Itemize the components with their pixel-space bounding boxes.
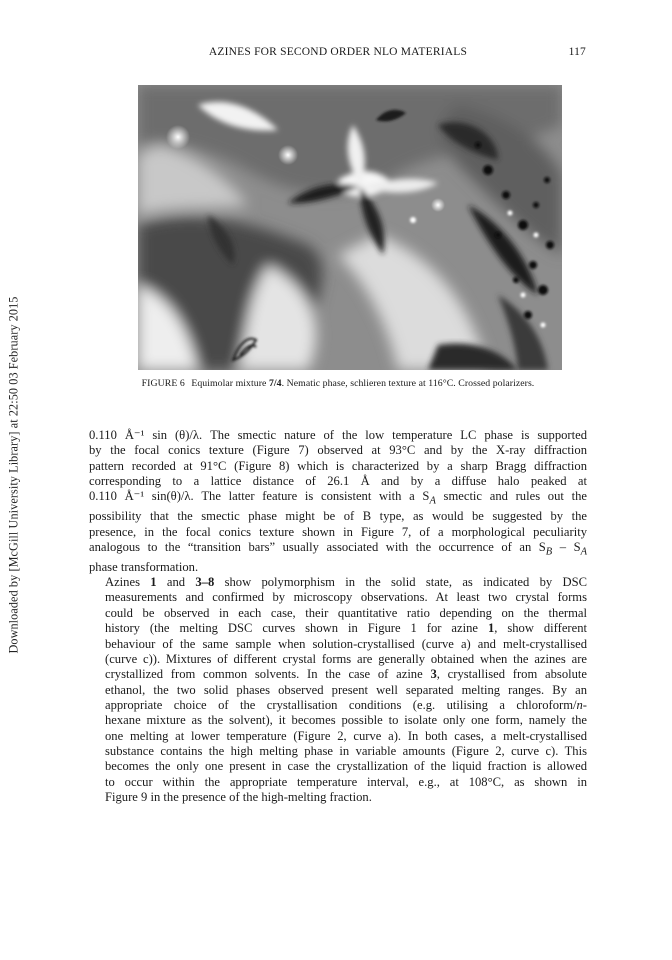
text-line: substance contains the high melting phase in variable amounts (Figure 2, curve c). This — [105, 743, 587, 758]
text-segment: , crystallised from absolute — [436, 667, 587, 682]
text-segment: Azines — [105, 575, 151, 590]
text-segment: 0.110 Å⁻¹ sin(θ)/λ. The latter feature is consistent with a S — [89, 489, 430, 504]
text-line: (curve c)). Mixtures of different crystal forms are generally obtained when the azines are — [105, 651, 587, 666]
text-line — [89, 621, 587, 636]
subscript: B — [545, 546, 553, 558]
text-line: to occur within the appropriate temperature interval, e.g., at 108°C, as shown in — [105, 774, 587, 789]
figure-caption-compound: 7/4 — [268, 378, 282, 389]
page-number: 117 — [568, 46, 586, 58]
figure-micrograph — [138, 85, 562, 370]
text-segment: smectic and rules out the — [435, 489, 587, 504]
text-line — [89, 540, 587, 560]
text-segment: history (the melting DSC curves shown in Figure 1 for azine — [105, 621, 488, 636]
text-line: one melting at lower temperature (Figure 2, curve a). In both cases, a melt-crystallised — [105, 728, 587, 743]
paragraph-2 — [89, 575, 587, 805]
text-line — [89, 667, 587, 682]
text-line: phase transformation. — [89, 559, 199, 574]
figure-caption-label: FIGURE 6 — [141, 378, 185, 389]
text-line: corresponding to a lattice distance of 26.1 Å and by a diffuse halo peaked at — [89, 474, 587, 489]
text-line: 0.110 Å⁻¹ sin (θ)/λ. The smectic nature of the low temperature LC phase is supported — [89, 428, 587, 442]
body-text — [89, 428, 587, 805]
text-line: by the focal conics texture (Figure 7) observed at 93°C and by the X-ray diffraction — [89, 443, 587, 458]
italic-symbol: n — [576, 697, 583, 712]
text-segment: crystallized from common solvents. In the case of azine — [105, 667, 431, 682]
text-segment: show polymorphism in the solid state, as indicated by DSC — [214, 575, 587, 590]
text-segment: , show different — [494, 621, 587, 636]
text-line: hexane mixture as the solvent), it becomes possible to isolate only one form, namely the — [105, 713, 587, 728]
text-segment: and — [156, 575, 196, 590]
text-line — [89, 575, 587, 590]
text-line: presence, in the focal conics texture shown in Figure 7, of a morphological peculiarity — [89, 524, 587, 539]
text-line: behaviour of the same sample when solution-crystallised (curve a) and melt-crystallised — [105, 636, 587, 651]
schlieren-texture-image — [138, 85, 562, 370]
compound-number: 1 — [487, 621, 495, 636]
text-line — [89, 698, 587, 713]
text-line: Figure 9 in the presence of the high-melting fraction. — [105, 789, 372, 804]
paragraph-1 — [89, 428, 587, 575]
compound-number: 3–8 — [195, 575, 215, 590]
running-head-title: AZINES FOR SECOND ORDER NLO MATERIALS — [208, 46, 468, 58]
text-segment: – S — [552, 539, 581, 554]
text-line: could be observed in each case, their quantitative ratio depending on the thermal — [105, 605, 587, 620]
text-segment: analogous to the “transition bars” usually associated with the occurrence of an S — [89, 539, 546, 554]
compound-number: 1 — [150, 575, 157, 590]
running-head — [90, 46, 586, 62]
text-line: becomes the only one present in case the crystallization of the liquid fraction is allowed — [105, 759, 587, 774]
subscript: A — [580, 546, 587, 558]
text-line: ethanol, the two solid phases observed present well separated melting ranges. By an — [105, 682, 587, 697]
download-side-note-text: Downloaded by [McGill University Library] at 22:50 03 February 2015 — [6, 296, 21, 654]
compound-number: 3 — [430, 667, 437, 682]
text-line: possibility that the smectic phase might be of B type, as would be suggested by the — [89, 509, 587, 524]
text-line: measurements and confirmed by microscopy observations. At least two crystal forms — [105, 590, 587, 605]
figure-caption-rest: . Nematic phase, schlieren texture at 116°C. Crossed polarizers. — [281, 378, 535, 389]
text-segment: - — [582, 697, 587, 712]
figure-caption-lead: Equimolar mixture — [191, 378, 267, 389]
text-line — [89, 489, 587, 509]
text-segment: appropriate choice of the crystallisation conditions (e.g. utilising a chloroform/ — [105, 697, 577, 712]
subscript: A — [429, 495, 436, 507]
figure-caption — [90, 378, 586, 389]
text-line: pattern recorded at 91°C (Figure 8) which is characterized by a sharp Bragg diffraction — [89, 458, 587, 473]
